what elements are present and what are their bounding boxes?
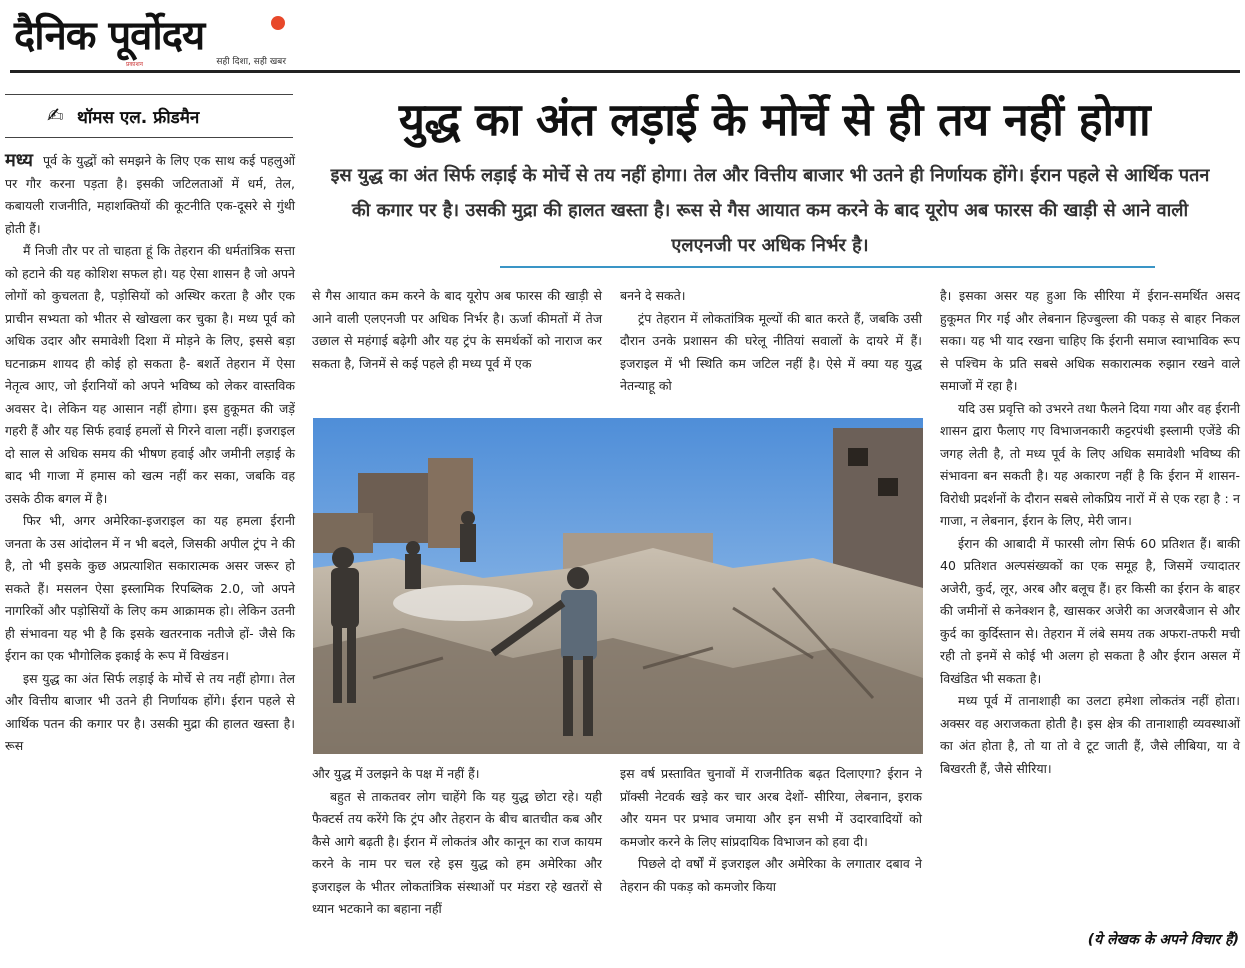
rubble-photo — [313, 418, 923, 754]
deck-rule — [500, 266, 1155, 268]
article-column-1 — [5, 150, 295, 960]
masthead — [10, 4, 286, 70]
author-disclaimer: (ये लेखक के अपने विचार हैं) — [1087, 932, 1239, 948]
paragraph: फिर भी, अगर अमेरिका-इजराइल का यह हमला ईरानी जनता के उस आंदोलन में न भी बदले, जिसकी अपील ट्रंप ने की है, तो भी इसके कुछ अप्रत्याशित सकारात्मक असर जरूर हो सकते हैं। मसलन ऐसा इस्लामिक रिपब्लिक 2.0, जो अपने नागरिकों और पड़ोसियों के लिए कम आक्रामक हो। लेकिन उतनी ही संभावना यह भी है कि इसके खतरनाक नतीजे हों- जैसे कि ईरान का एक भौगोलिक इकाई के रूप में विखंडन। — [5, 513, 295, 663]
newspaper-logo: दैनिक पूर्वोदय — [14, 12, 205, 59]
paragraph: है। इसका असर यह हुआ कि सीरिया में ईरान-समर्थित असद हुकूमत गिर गई और लेबनान हिज्बुल्ला की पकड़ से बाहर निकल सका। यह भी याद रखना चाहिए कि ईरानी समाज स्वाभाविक रूप से पश्चिम के प्रति सबसे अधिक सकारात्मक रुझान रखने वाले समाजों में रहा है। — [940, 288, 1240, 393]
paragraph: पूर्व के युद्धों को समझने के लिए एक साथ कई पहलुओं पर गौर करना पड़ता है। इसकी जटिलताओं में धर्म, तेल, कबायली राजनीति, महाशक्तियों की कूटनीति एक-दूसरे से गुंथी होती हैं। — [5, 153, 295, 236]
tagline: सही दिशा, सही खबर — [216, 57, 286, 67]
author-byline — [5, 94, 293, 138]
paragraph: और युद्ध में उलझने के पक्ष में नहीं हैं। — [312, 766, 480, 781]
paragraph: यदि उस प्रवृत्ति को उभरने तथा फैलने दिया गया और वह ईरानी शासन द्वारा फैलाए गए विभाजनकारी कट्टरपंथी इस्लामी एजेंडे की जगह लेती है, तो मध्य पूर्व के लिए अधिक समावेशी भविष्य की संभावना बन सकती है। यह अकारण नहीं है कि ईरान में शासन-विरोधी प्रदर्शनों के दौरान सबसे लोकप्रिय नारों में से एक रहा है : न गाजा, न लेबनान, ईरान के लिए, मेरी जान। — [940, 400, 1240, 528]
paragraph: बनने दे सकते। — [620, 288, 686, 303]
paragraph: इस वर्ष प्रस्तावित चुनावों में राजनीतिक बढ़त दिलाएगा? ईरान ने प्रॉक्सी नेटवर्क खड़े कर चार अरब देशों- सीरिया, लेबनान, इराक और यमन पर प्रभाव जमाया और इन सभी में उदारवादियों को कमजोर करने के लिए सांप्रदायिक विभाजन को हवा दी। — [620, 766, 922, 849]
article-column-4 — [940, 285, 1240, 925]
headline: युद्ध का अंत लड़ाई के मोर्चे से ही तय नहीं होगा — [398, 93, 1151, 146]
article-column-2-bottom — [312, 763, 602, 963]
article-photo — [313, 418, 923, 754]
article-column-2-top — [312, 285, 602, 415]
author-name: थॉमस एल. फ्रीडमैन — [77, 108, 200, 128]
paragraph: बहुत से ताकतवर लोग चाहेंगे कि यह युद्ध छोटा रहे। यही फैक्टर्स तय करेंगे कि ट्रंप और तेहरान के बीच बातचीत कब और कैसे आगे बढ़ती है। ईरान में लोकतंत्र और कानून का राज कायम करने के नाम पर चल रहे इस युद्ध को हम अमेरिका और इजराइल के भीतर लोकतांत्रिक संस्थाओं पर मंडरा रहे खतरों से ध्यान भटकाने का बहाना नहीं — [312, 788, 602, 916]
dropcap: मध्य — [5, 150, 33, 171]
logo-subtext: प्रकाशन — [126, 61, 143, 68]
deck-text: इस युद्ध का अंत सिर्फ लड़ाई के मोर्चे से तय नहीं होगा। तेल और वित्तीय बाजार भी उतने ही निर्णायक होंगे। ईरान पहले से आर्थिक पतन की कगार पर है। उसकी मुद्रा की हालत खस्ता है। रूस से गैस आयात कम करने के बाद यूरोप अब फारस की खाड़ी से आने वाली एलएनजी पर अधिक निर्भर है। — [330, 165, 1210, 256]
pen-icon: ✍ — [47, 103, 64, 127]
paragraph: से गैस आयात कम करने के बाद यूरोप अब फारस की खाड़ी से आने वाली एलएनजी पर अधिक निर्भर है। ऊर्जा कीमतों में तेज उछाल से महंगाई बढ़ेगी और यह ट्रंप के समर्थकों को नाराज कर सकता है, जिनमें से कई पहले ही मध्य पूर्व में एक — [312, 288, 602, 371]
article-column-3-bottom — [620, 763, 922, 963]
paragraph: ट्रंप तेहरान में लोकतांत्रिक मूल्यों की बात करते हैं, जबकि उसी दौरान उनके प्रशासन की घरेलू नीतियां सवालों के दायरे में हैं। इजराइल में भी स्थिति कम जटिल नहीं है। ऐसे में क्या यह युद्ध नेतन्याहू को — [620, 310, 922, 393]
paragraph: मैं निजी तौर पर तो चाहता हूं कि तेहरान की धर्मतांत्रिक सत्ता को हटाने की यह कोशिश सफल हो। यह ऐसा शासन है जो अपने लोगों को कुचलता है, पड़ोसियों को अस्थिर करता है और एक प्राचीन सभ्यता को भीतर से खोखला कर चुका है। मध्य पूर्व को अधिक उदार और समावेशी दिशा में मोड़ने के लिए, इससे बड़ा घटनाक्रम शायद ही कोई हो सकता है- बशर्ते तेहरान में ऐसा नेतृत्व आए, जो ईरानियों को अपने भविष्य को लेकर वास्तविक अवसर दे। लेकिन यह आसान नहीं होगा। इस हुकूमत की जड़ें गहरी हैं और यह सिर्फ हवाई हमलों से गिरने वाला नहीं। इजराइल दो साल से अधिक समय की भीषण हवाई और जमीनी लड़ाई के बाद भी गाजा में हमास को खत्म नहीं कर सका, जबकि वह उसके ठीक बगल में है। — [5, 243, 295, 506]
article-column-3-top — [620, 285, 922, 415]
masthead-rule — [10, 70, 1240, 73]
logo-dot-icon — [271, 16, 285, 30]
paragraph: पिछले दो वर्षों में इजराइल और अमेरिका के लगातार दबाव ने तेहरान की पकड़ को कमजोर किया — [620, 856, 922, 894]
paragraph: इस युद्ध का अंत सिर्फ लड़ाई के मोर्चे से तय नहीं होगा। तेल और वित्तीय बाजार भी उतने ही निर्णायक होंगे। ईरान पहले से आर्थिक पतन की कगार पर है। उसकी मुद्रा की हालत खस्ता है। रूस — [5, 670, 295, 753]
paragraph: ईरान की आबादी में फारसी लोग सिर्फ 60 प्रतिशत हैं। बाकी 40 प्रतिशत अल्पसंख्यकों का एक समूह है, जिसमें ज्यादातर अजेरी, कुर्द, लूर, अरब और बलूच हैं। हर किसी का ईरान के बाहर की जमीनों से कनेक्शन है, खासकर अजेरी का अजरबैजान से और कुर्द का कुर्दिस्तान से। तेहरान में लंबे समय तक अफरा-तफरी मची रही तो इनमें से कोई भी अलग हो सकता है और ईरान असल में विखंडित भी सकता है। — [940, 535, 1240, 686]
paragraph: मध्य पूर्व में तानाशाही का उलटा हमेशा लोकतंत्र नहीं होता। अक्सर वह अराजकता होती है। इस क्षेत्र की तानाशाही व्यवस्थाओं का अंत होता है, तो या तो वे टूट जाती हैं, जैसे लीबिया, या वे बिखरती हैं, जैसे सीरिया। — [940, 693, 1240, 776]
